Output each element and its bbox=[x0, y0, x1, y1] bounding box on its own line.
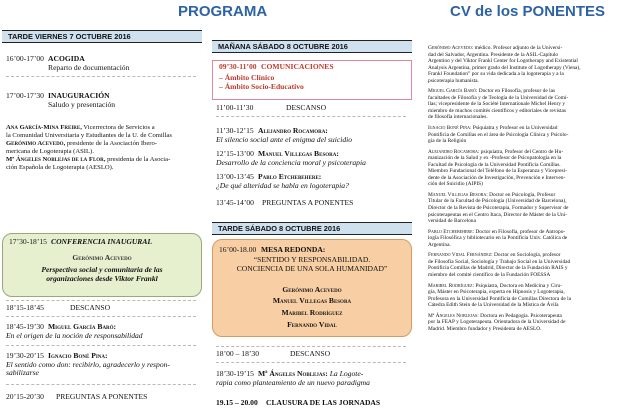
cv-entry bbox=[428, 252, 633, 278]
authority-1: Ana García-Mina Freire, Vicerrectora de Servicios a la Comunidad Universitaria y Estudiantes de la U. de Comillas bbox=[6, 124, 172, 139]
cv-line: psicoterapeutas en el Centro Itaca, Director de Máster de la Uni- bbox=[428, 211, 568, 218]
talk-title-2: rapia como planteamiento de un nuevo paradigma bbox=[216, 377, 370, 387]
cv-line: Miembro Fundacional del Teléfono de la Esperanza y Vicepresi- bbox=[428, 168, 567, 175]
talk-title: ¿De qué alteridad se habla en logoterapia? bbox=[216, 180, 349, 190]
cv-entry bbox=[428, 313, 633, 333]
cv-line: Manuel Villegas Besora: Doctor en Psicología, Profesor bbox=[428, 191, 556, 198]
cv-line: Fernando Vidal Fernández: Doctor en Sociología, profesor bbox=[428, 252, 561, 259]
cv-line: de filosofía internacionales. bbox=[428, 114, 488, 121]
cv-line: Profesora en la Universidad Pontificia de Comillas Directora de la bbox=[428, 295, 571, 302]
label: PREGUNTAS A PONENTES bbox=[262, 198, 354, 207]
cv-entry bbox=[428, 88, 633, 121]
break-1 bbox=[6, 304, 110, 313]
panelist: Manuel Villegas Besora bbox=[272, 296, 352, 305]
panelist: Maribel Rodríguez bbox=[281, 308, 343, 317]
closing bbox=[216, 399, 380, 408]
cv-entry bbox=[428, 229, 633, 249]
title: MESA REDONDA: bbox=[261, 245, 326, 254]
cv-line: de Filosofía Social, Sociología y Trabajo Social en la Universidad bbox=[428, 258, 571, 265]
break-afternoon bbox=[216, 350, 330, 359]
time: 16’00-17’00 bbox=[6, 54, 44, 63]
cv-line: Argentina. bbox=[428, 241, 451, 248]
speaker: Ignacio Boné Pina: bbox=[48, 351, 108, 360]
cv-line: miembro del comité científico de la Fundación FOESSA bbox=[428, 271, 551, 278]
cv-name: Fernando Vidal Fernández: bbox=[428, 252, 493, 259]
cv-line: Mª Ángeles Noblejas: Doctora en Pedagogía. Psicoterapeuta bbox=[428, 312, 562, 319]
speaker: Mª Ángeles Noblejas: bbox=[258, 369, 328, 378]
inauguration-authorities bbox=[6, 124, 204, 172]
time: 18’00 – 18’30 bbox=[216, 349, 260, 358]
time: 11’00-11’30 bbox=[216, 103, 254, 112]
cv-entry bbox=[428, 192, 633, 225]
speaker: Manuel Villegas Besora: bbox=[258, 149, 339, 158]
time: 11’30-12’15 bbox=[216, 126, 254, 135]
cv-line: Cátedra Edith Stein de la Universidad de la Mística de Ávila bbox=[428, 302, 559, 309]
label: DESCANSO bbox=[70, 303, 111, 312]
time: 18’30-19’15 bbox=[216, 369, 254, 378]
time: 17’00-17’30 bbox=[6, 91, 44, 100]
time: 19.15 – 20.00 bbox=[216, 398, 258, 407]
cv-line: Gerónimo Acevedo: médico. Profesor adjunto de la Universi- bbox=[428, 45, 563, 51]
band-friday: TARDE VIERNES 7 OCTUBRE 2016 bbox=[2, 30, 202, 43]
cv-line: Pontificia Comillas de Madrid, Director de la Fundación RAIS y bbox=[428, 265, 568, 272]
time: 20’15-20’30 bbox=[6, 392, 44, 401]
cv-entry bbox=[428, 125, 633, 145]
theme-line-1: “SENTIDO Y RESPONSABILIDAD. bbox=[253, 255, 371, 264]
divider bbox=[216, 346, 406, 347]
session-acogida bbox=[6, 55, 129, 72]
cv-name: Ignacio Boné Pina: bbox=[428, 125, 472, 132]
panelist: Fernando Vidal bbox=[287, 320, 337, 329]
time: 18’45-19’30 bbox=[6, 322, 44, 331]
divider bbox=[6, 316, 196, 317]
talk-title: Desarrollo de la conciencia moral y psicoterapia bbox=[216, 157, 366, 167]
cv-list bbox=[428, 45, 633, 336]
label: DESCANSO bbox=[290, 349, 331, 358]
label: PREGUNTAS A PONENTES bbox=[56, 392, 148, 401]
questions-saturday bbox=[216, 199, 353, 208]
cv-line: gía, Máster en Psicoterapia, experta en Hipnosis y Logoterapia, bbox=[428, 289, 565, 296]
title-line-1: Perspectiva social y comunitaria de las bbox=[41, 265, 163, 274]
theme-line-2: CONCIENCIA DE UNA SOLA HUMANIDAD” bbox=[236, 264, 388, 273]
talk-etchebehere bbox=[216, 173, 349, 190]
cv-line: Analysis Argentina, primer grado del Institute of Logotherapy (Viena), bbox=[428, 64, 581, 71]
title: COMUNICACIONES bbox=[261, 62, 334, 71]
title: CONFERENCIA INAUGURAL bbox=[51, 237, 153, 246]
subtitle: Saludo y presentación bbox=[48, 99, 116, 109]
item-socio-educational: – Ámbito Socio-Educativo bbox=[219, 82, 304, 91]
cv-line: dad del Salvador, Argentina. Presidente de la ASIL-Capítulo bbox=[428, 51, 559, 58]
talk-garcia-baro bbox=[6, 323, 143, 340]
cv-header: CV de los PONENTES bbox=[450, 3, 606, 20]
time: 13’45-14’00 bbox=[216, 198, 254, 207]
talk-rocamora bbox=[216, 127, 352, 144]
time: 18’15-18’45 bbox=[6, 303, 44, 312]
title-line-2: organizaciones desde Viktor Frankl bbox=[46, 274, 158, 283]
cv-name: Pablo Etchebehere: bbox=[428, 228, 475, 235]
cv-line: gía de la Religión bbox=[428, 138, 467, 145]
divider bbox=[6, 345, 196, 346]
subtitle: Reparto de documentación bbox=[48, 62, 130, 72]
conference-box bbox=[2, 233, 202, 297]
time: 16’00-18.00 bbox=[219, 245, 257, 254]
communications-box bbox=[212, 60, 412, 100]
cv-line: Director de la Revista de Psicoterapia, Formador y Supervisor de bbox=[428, 205, 569, 212]
round-table-box bbox=[212, 239, 412, 337]
title: ACOGIDA bbox=[48, 54, 85, 63]
label: DESCANSO bbox=[286, 103, 327, 112]
programa-header: PROGRAMA bbox=[178, 3, 268, 20]
time: 09’30-11’00 bbox=[219, 62, 257, 71]
cv-name: Alejandro Rocamora: bbox=[428, 148, 480, 155]
cv-line: Pontificia de Comillas en el área de Psicología Clínica y Psicolo- bbox=[428, 131, 569, 138]
title: INAUGURACIÓN bbox=[48, 91, 110, 100]
session-inauguracion bbox=[6, 92, 115, 109]
time: 17’30-18’15 bbox=[9, 237, 47, 246]
cv-name: Manuel Villegas Besora: bbox=[428, 191, 488, 198]
time: 13’00-13’45 bbox=[216, 172, 254, 181]
cv-name: Gerónimo Acevedo: bbox=[428, 45, 474, 51]
label: CLAUSURA DE LAS JORNADAS bbox=[266, 398, 381, 407]
cv-line: Argentino y del Viktor Frankl Center for Logotherapy and Existential bbox=[428, 58, 578, 65]
cv-line: ción del Suicidio (AIPIS) bbox=[428, 181, 483, 188]
cv-entry bbox=[428, 283, 633, 309]
speaker: Gerónimo Acevedo bbox=[72, 253, 132, 262]
divider bbox=[6, 384, 196, 385]
cv-line: llas; vicepresidente de la Société Internationale Michel Henry y bbox=[428, 101, 566, 108]
cv-line: Ignacio Boné Pina: Psiquiatra y Profesor en la Universidad bbox=[428, 125, 558, 132]
break-morning bbox=[216, 104, 326, 113]
divider bbox=[216, 362, 406, 363]
talk-noblejas bbox=[216, 370, 370, 387]
divider bbox=[6, 300, 196, 301]
band-saturday-morning: MAÑANA SÁBADO 8 OCTUBRE 2016 bbox=[212, 40, 412, 53]
divider bbox=[216, 116, 406, 117]
cv-line: Pablo Etchebehere: Doctor en Filosofía, profesor de Antropo- bbox=[428, 228, 566, 235]
cv-line: por la FEAP y Logoterapeuta. Orientadora de la Universidad de bbox=[428, 319, 566, 326]
talk-title: En el origen de la noción de responsabilidad bbox=[6, 330, 143, 340]
cv-name: Maribel Rodríguez: bbox=[428, 282, 475, 289]
item-clinical: – Ámbito Clínico bbox=[219, 73, 275, 82]
cv-line: dente de la Asociación de Investigación, Prevención e Interven- bbox=[428, 174, 566, 181]
panelist: Gerónimo Acevedo bbox=[282, 285, 342, 294]
talk-title: El silencio social ante el enigma del suicidio bbox=[216, 134, 353, 144]
cv-line: facultades de Filosofía y de Teología de la Universidad de Comi- bbox=[428, 94, 569, 101]
talk-title-2: sabilizarse bbox=[6, 368, 39, 378]
cv-line: miembro de muchos comités científicos y editoriales de revistas bbox=[428, 107, 567, 114]
cv-line: Maribel Rodríguez: Psiquiatra, Doctora en Medicina y Ciru- bbox=[428, 282, 562, 289]
speaker: Miguel García Baró: bbox=[48, 322, 117, 331]
cv-line: manización de la Salud y ex -Profesor de Psicopatología en la bbox=[428, 155, 562, 162]
band-saturday-afternoon: TARDE SÁBADO 8 OCTUBRE 2016 bbox=[212, 222, 412, 235]
cv-line: Titular de la Facultad de Psicología (Universidad de Barcelona), bbox=[428, 198, 567, 205]
speaker: Alejandro Rocamora: bbox=[258, 126, 328, 135]
talk-title-1: La Logote- bbox=[327, 369, 364, 378]
speaker: Pablo Etchebehere: bbox=[258, 172, 322, 181]
cv-name: Miguel García Baró: bbox=[428, 88, 478, 95]
talk-bone-pina bbox=[6, 352, 170, 378]
time: 12’15-13’00 bbox=[216, 149, 254, 158]
divider bbox=[6, 76, 196, 77]
cv-name: Mª Ángeles Noblejas: bbox=[428, 312, 479, 319]
time: 19’30-20’15 bbox=[6, 351, 44, 360]
cv-line: Miguel García Baró: Doctor en Filosofía, profesor de las bbox=[428, 88, 556, 95]
cv-line: versidad de Barcelona bbox=[428, 218, 476, 225]
cv-line: Frankl Foundation” por su vida dedicada a la logoterapia y a la bbox=[428, 71, 564, 78]
cv-entry bbox=[428, 45, 633, 84]
cv-line: logía Filosófica y bibliotecario en la Pontificia Univ. Católica de bbox=[428, 235, 568, 242]
cv-line: Madrid. Miembro fundador y Presidenta de AESLO. bbox=[428, 325, 542, 332]
cv-line: psicoterapia humanista. bbox=[428, 77, 479, 84]
cv-entry bbox=[428, 149, 633, 188]
authority-3: Mª Ángeles Noblejas de la Flor, presidenta de la Asocia- ción Española de Logoterapia (AESLO). bbox=[6, 156, 171, 171]
talk-title-1: El sentido como don: recibirlo, agradecerlo y respon- bbox=[6, 359, 170, 369]
authority-2: Gerónimo Acevedo, presidente de la Asociación Ibero- mericana de Logoterapia (ASIL). bbox=[6, 140, 157, 155]
questions-friday bbox=[6, 393, 147, 402]
cv-line: Facultad de Psicología de la Universidad Pontificia Comillas. bbox=[428, 161, 561, 168]
cv-line: Alejandro Rocamora: psiquiatra, Profesor del Centro de Hu- bbox=[428, 148, 564, 155]
talk-villegas bbox=[216, 150, 366, 167]
